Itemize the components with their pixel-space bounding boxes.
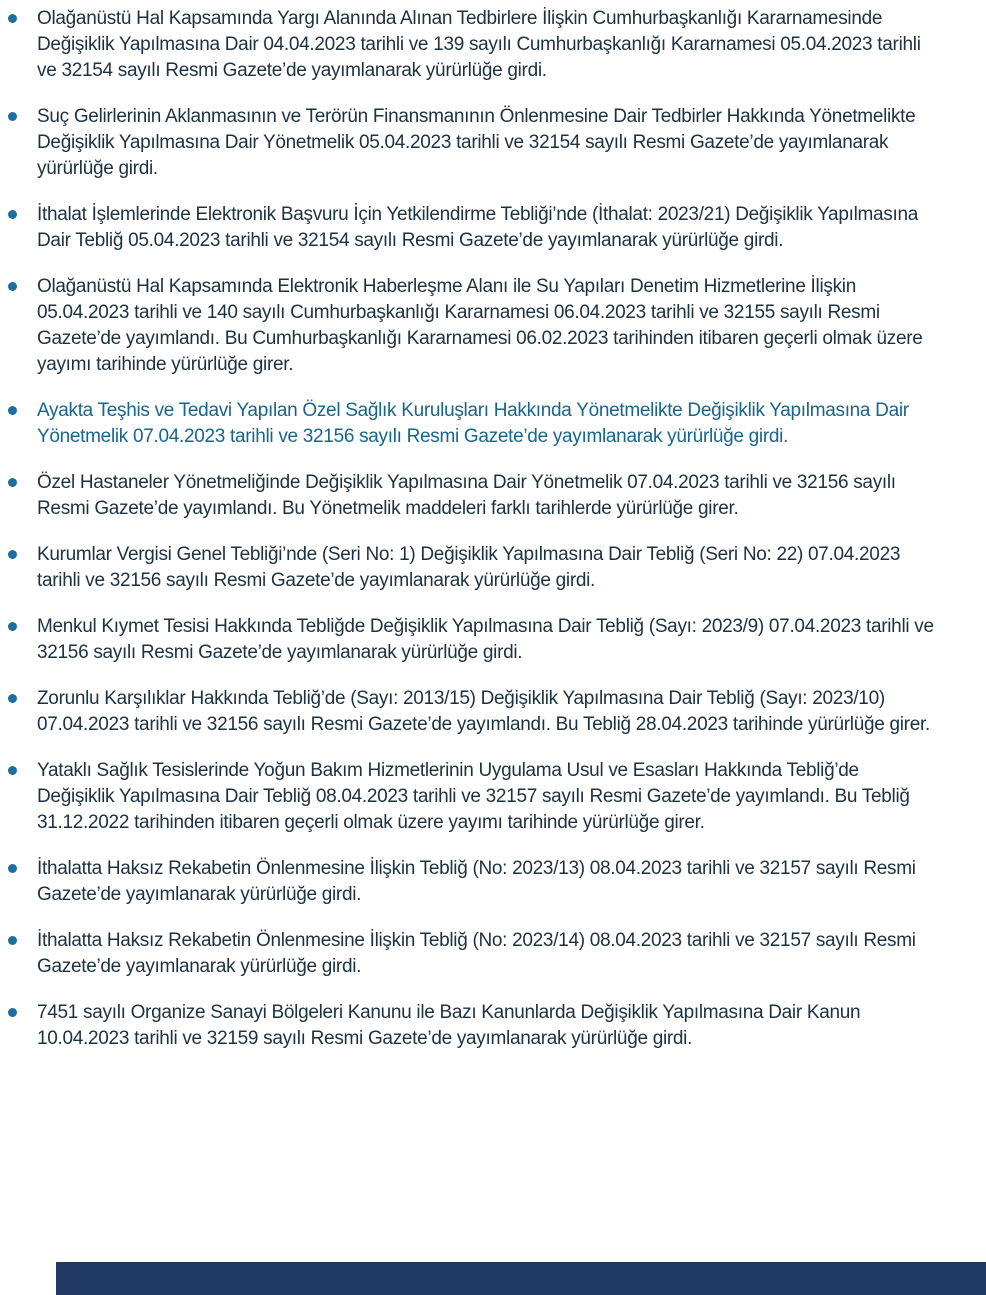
regulation-text[interactable]: Ayakta Teşhis ve Tedavi Yapılan Özel Sağlık Kuruluşları Hakkında Yönetmelikte Değişiklik Yapılmasına Dair Yönetmelik 07.04.2023 tarihli ve 32156 sayılı Resmi Gazete’de yayımlanarak yürürlüğe girdi. bbox=[37, 400, 909, 447]
bullet-icon bbox=[8, 864, 17, 873]
regulation-text: Olağanüstü Hal Kapsamında Elektronik Haberleşme Alanı ile Su Yapıları Denetim Hizmetlerine İlişkin 05.04.2023 tarihli ve 140 sayılı Cumhurbaşkanlığı Kararnamesi 06.04.2023 tarihli ve 32155 sayılı Resmi Gazete’de yayımlandı. Bu Cumhurbaşkanlığı Kararnamesi 06.02.2023 tarihinden itibaren geçerli olmak üzere yayımı tarihinde yürürlüğe girer. bbox=[37, 276, 923, 375]
bullet-icon bbox=[8, 936, 17, 945]
list-item bbox=[0, 686, 940, 738]
regulation-text: Özel Hastaneler Yönetmeliğinde Değişiklik Yapılmasına Dair Yönetmelik 07.04.2023 tarihli ve 32156 sayılı Resmi Gazete’de yayımlandı. Bu Yönetmelik maddeleri farklı tarihlerde yürürlüğe girer. bbox=[37, 472, 896, 519]
regulation-text: 7451 sayılı Organize Sanayi Bölgeleri Kanunu ile Bazı Kanunlarda Değişiklik Yapılmasına Dair Kanun 10.04.2023 tarihli ve 32159 sayılı Resmi Gazete’de yayımlanarak yürürlüğe girdi. bbox=[37, 1002, 861, 1049]
bullet-icon bbox=[8, 550, 17, 559]
regulation-text: Olağanüstü Hal Kapsamında Yargı Alanında Alınan Tedbirlere İlişkin Cumhurbaşkanlığı Kararnamesinde Değişiklik Yapılmasına Dair 04.04.2023 tarihli ve 139 sayılı Cumhurbaşkanlığı Kararnamesi 05.04.2023 tarihli ve 32154 sayılı Resmi Gazete’de yayımlanarak yürürlüğe girdi. bbox=[37, 8, 921, 81]
regulation-text: Suç Gelirlerinin Aklanmasının ve Terörün Finansmanının Önlenmesine Dair Tedbirler Hakkında Yönetmelikte Değişiklik Yapılmasına Dair Yönetmelik 05.04.2023 tarihli ve 32154 sayılı Resmi Gazete’de yayımlanarak yürürlüğe girdi. bbox=[37, 106, 916, 179]
bullet-icon bbox=[8, 14, 17, 23]
bullet-icon bbox=[8, 210, 17, 219]
list-item bbox=[0, 928, 940, 980]
regulation-text: Zorunlu Karşılıklar Hakkında Tebliğ’de (Sayı: 2013/15) Değişiklik Yapılmasına Dair Tebliğ (Sayı: 2023/10) 07.04.2023 tarihli ve 32156 sayılı Resmi Gazete’de yayımlandı. Bu Tebliğ 28.04.2023 tarihinde yürürlüğe girer. bbox=[37, 688, 930, 735]
list-item bbox=[0, 274, 940, 378]
list-item-highlighted bbox=[0, 398, 940, 450]
list-item bbox=[0, 1000, 940, 1052]
list-item bbox=[0, 202, 940, 254]
regulation-text: İthalatta Haksız Rekabetin Önlenmesine İlişkin Tebliğ (No: 2023/13) 08.04.2023 tarihli ve 32157 sayılı Resmi Gazete’de yayımlanarak yürürlüğe girdi. bbox=[37, 858, 916, 905]
bullet-icon bbox=[8, 622, 17, 631]
bullet-icon bbox=[8, 694, 17, 703]
bullet-icon bbox=[8, 1008, 17, 1017]
bullet-icon bbox=[8, 406, 17, 415]
list-item bbox=[0, 856, 940, 908]
bullet-icon bbox=[8, 282, 17, 291]
regulation-text: İthalatta Haksız Rekabetin Önlenmesine İlişkin Tebliğ (No: 2023/14) 08.04.2023 tarihli ve 32157 sayılı Resmi Gazete’de yayımlanarak yürürlüğe girdi. bbox=[37, 930, 916, 977]
regulation-text: İthalat İşlemlerinde Elektronik Başvuru İçin Yetkilendirme Tebliği’nde (İthalat: 2023/21) Değişiklik Yapılmasına Dair Tebliğ 05.04.2023 tarihli ve 32154 sayılı Resmi Gazete’de yayımlanarak yürürlüğe girdi. bbox=[37, 204, 918, 251]
bullet-icon bbox=[8, 766, 17, 775]
list-item bbox=[0, 104, 940, 182]
bullet-icon bbox=[8, 112, 17, 121]
list-item bbox=[0, 614, 940, 666]
list-item bbox=[0, 542, 940, 594]
regulation-text: Kurumlar Vergisi Genel Tebliği’nde (Seri No: 1) Değişiklik Yapılmasına Dair Tebliğ (Seri No: 22) 07.04.2023 tarihli ve 32156 sayılı Resmi Gazete’de yayımlanarak yürürlüğe girdi. bbox=[37, 544, 901, 591]
list-item bbox=[0, 758, 940, 836]
footer-accent-bar bbox=[56, 1262, 986, 1295]
bullet-icon bbox=[8, 478, 17, 487]
list-item bbox=[0, 6, 940, 84]
regulation-text: Yataklı Sağlık Tesislerinde Yoğun Bakım Hizmetlerinin Uygulama Usul ve Esasları Hakkında Tebliğ’de Değişiklik Yapılmasına Dair Tebliğ 08.04.2023 tarihli ve 32157 sayılı Resmi Gazete’de yayımlandı. Bu Tebliğ 31.12.2022 tarihinden itibaren geçerli olmak üzere yayımı tarihinde yürürlüğe girer. bbox=[37, 760, 910, 833]
list-item bbox=[0, 470, 940, 522]
regulation-text: Menkul Kıymet Tesisi Hakkında Tebliğde Değişiklik Yapılmasına Dair Tebliğ (Sayı: 2023/9) 07.04.2023 tarihli ve 32156 sayılı Resmi Gazete’de yayımlanarak yürürlüğe girdi. bbox=[37, 616, 934, 663]
